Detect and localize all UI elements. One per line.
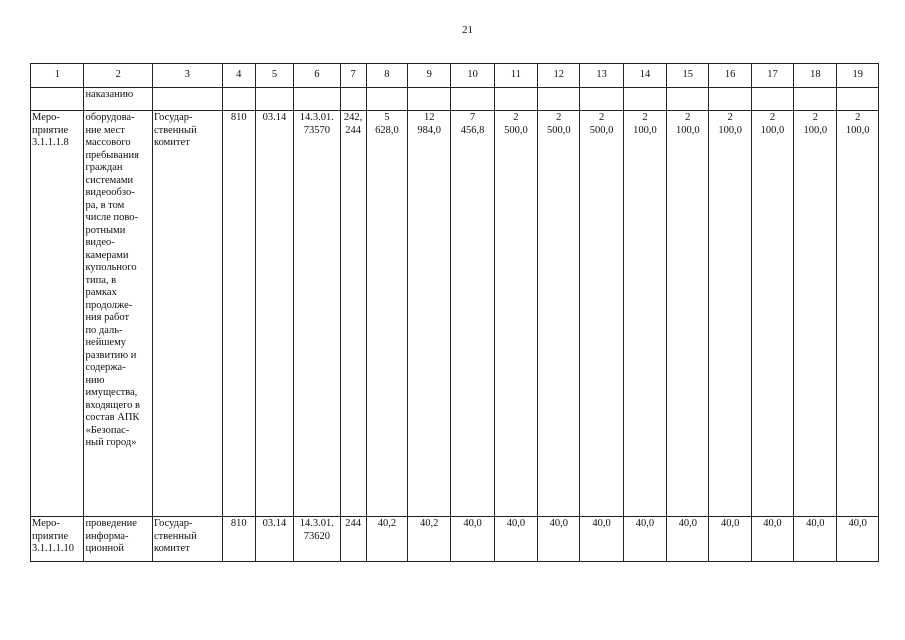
table-row [31, 517, 879, 562]
table-cell: 2 100,0 [794, 111, 837, 517]
table-cell [340, 88, 366, 111]
table-row [31, 111, 879, 517]
column-number: 12 [538, 64, 580, 88]
table-cell: 810 [222, 111, 255, 517]
table-cell: 5 628,0 [366, 111, 407, 517]
measure-id-cell: Меро- приятие 3.1.1.1.10 [31, 517, 84, 562]
table-cell: 7 456,8 [451, 111, 494, 517]
table-cell [667, 88, 709, 111]
continuation-row [31, 88, 879, 111]
table-cell [255, 88, 293, 111]
column-number: 15 [667, 64, 709, 88]
table-cell: 244 [340, 517, 366, 562]
measure-id-cell: Меро- приятие 3.1.1.1.8 [31, 111, 84, 517]
table-cell: 2 100,0 [751, 111, 793, 517]
column-number: 5 [255, 64, 293, 88]
table-cell: 2 500,0 [538, 111, 580, 517]
table-cell: 2 500,0 [494, 111, 537, 517]
table-cell: 14.3.01. 73570 [294, 111, 340, 517]
column-number: 18 [794, 64, 837, 88]
measure-description-cell: проведение информа- ционной [84, 517, 153, 562]
column-number: 19 [837, 64, 879, 88]
table-cell: 2 500,0 [580, 111, 623, 517]
column-number: 11 [494, 64, 537, 88]
table-cell [580, 88, 623, 111]
column-number: 6 [294, 64, 340, 88]
table-cell [153, 88, 223, 111]
table-cell [794, 88, 837, 111]
budget-table [30, 63, 879, 562]
table-cell [408, 88, 451, 111]
column-number: 9 [408, 64, 451, 88]
table-cell: 2 100,0 [837, 111, 879, 517]
executor-cell: Государ- ственный комитет [153, 111, 223, 517]
table-cell: 40,2 [408, 517, 451, 562]
column-number-row [31, 64, 879, 88]
column-number: 16 [709, 64, 751, 88]
table-cell: 40,0 [538, 517, 580, 562]
measure-description-cell: наказанию [84, 88, 153, 111]
column-number: 4 [222, 64, 255, 88]
table-cell [294, 88, 340, 111]
table-cell: 12 984,0 [408, 111, 451, 517]
table-cell: 40,0 [580, 517, 623, 562]
table-cell: 2 100,0 [667, 111, 709, 517]
column-number: 8 [366, 64, 407, 88]
table-cell: 40,2 [366, 517, 407, 562]
table-cell [494, 88, 537, 111]
table-cell [366, 88, 407, 111]
table-cell: 242, 244 [340, 111, 366, 517]
table-cell: 810 [222, 517, 255, 562]
table-cell: 40,0 [494, 517, 537, 562]
column-number: 1 [31, 64, 84, 88]
table-cell: 40,0 [667, 517, 709, 562]
table-cell: 40,0 [751, 517, 793, 562]
table-cell: 14.3.01. 73620 [294, 517, 340, 562]
executor-cell: Государ- ственный комитет [153, 517, 223, 562]
table-cell: 40,0 [451, 517, 494, 562]
table-cell [837, 88, 879, 111]
table-cell [709, 88, 751, 111]
column-number: 10 [451, 64, 494, 88]
measure-description-cell: оборудова- ние мест массового пребывания граждан системами видеообзо- ра, в том числе пово- ротными видео- камерами купольного типа, в рамках продолже- ния работ по даль- нейшему развитию и содержа- нию имущества, входящего в состав АПК «Безопас- ный город» [84, 111, 153, 517]
column-number: 14 [623, 64, 666, 88]
table-cell [451, 88, 494, 111]
table-cell [538, 88, 580, 111]
column-number: 17 [751, 64, 793, 88]
column-number: 13 [580, 64, 623, 88]
column-number: 3 [153, 64, 223, 88]
table-cell [623, 88, 666, 111]
column-number: 2 [84, 64, 153, 88]
column-number: 7 [340, 64, 366, 88]
table-cell: 40,0 [837, 517, 879, 562]
table-cell: 2 100,0 [623, 111, 666, 517]
table-cell [222, 88, 255, 111]
table-cell: 40,0 [623, 517, 666, 562]
table-cell: 40,0 [794, 517, 837, 562]
table-cell: 2 100,0 [709, 111, 751, 517]
table-cell [31, 88, 84, 111]
table-cell: 03.14 [255, 517, 293, 562]
page-number: 21 [462, 24, 473, 36]
table-cell [751, 88, 793, 111]
table-cell: 03.14 [255, 111, 293, 517]
table-cell: 40,0 [709, 517, 751, 562]
